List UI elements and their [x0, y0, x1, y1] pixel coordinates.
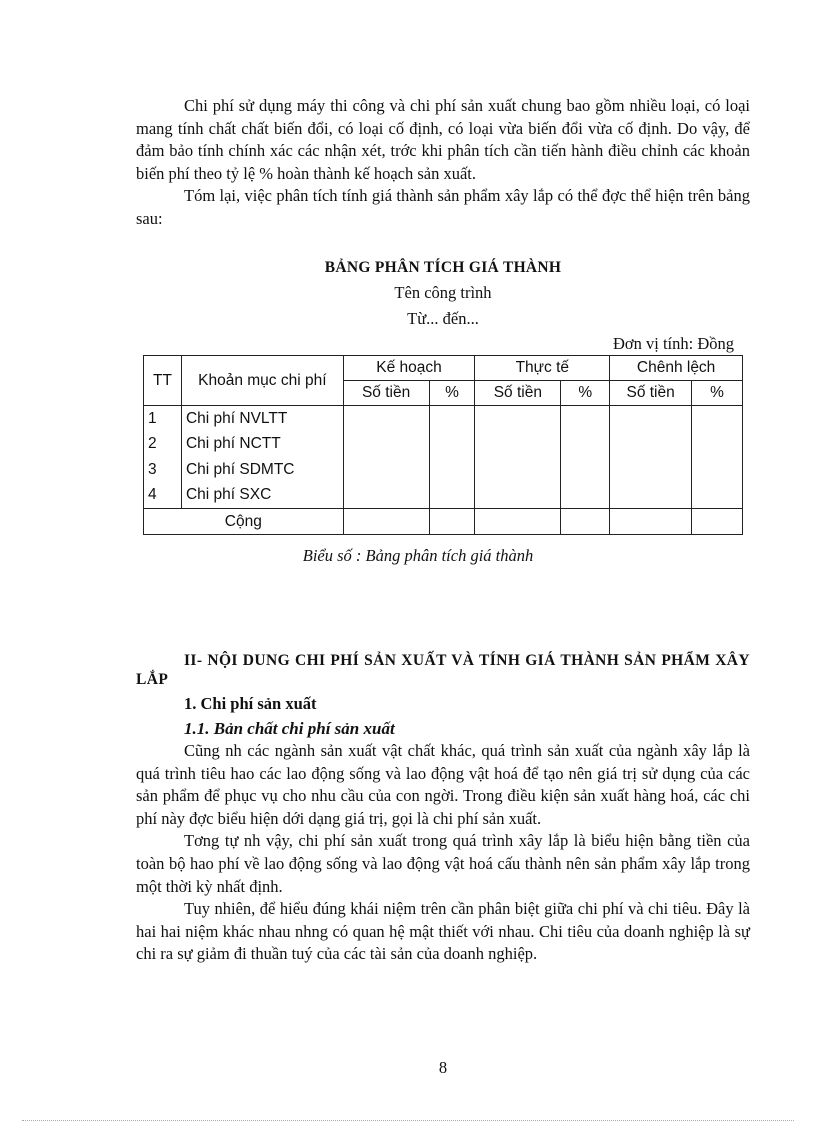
- cell-empty: [561, 432, 610, 458]
- cell-empty: [429, 432, 475, 458]
- row-item: Chi phí NCTT: [181, 432, 343, 458]
- table-subtitle-project: Tên công trình: [394, 283, 492, 302]
- subsection-heading: 1. Chi phí sản xuất: [184, 694, 317, 713]
- header-actual-amount: Số tiền: [475, 381, 561, 406]
- page-bottom-divider: [22, 1120, 794, 1121]
- header-plan-percent: %: [429, 381, 475, 406]
- cell-empty: [429, 483, 475, 509]
- cell-empty: [475, 509, 561, 535]
- row-item: Chi phí NVLTT: [181, 406, 343, 432]
- header-actual-percent: %: [561, 381, 610, 406]
- header-plan-amount: Số tiền: [343, 381, 429, 406]
- table-row: [144, 483, 743, 509]
- cell-empty: [429, 509, 475, 535]
- cell-empty: [429, 457, 475, 483]
- header-difference: Chênh lệch: [610, 356, 743, 381]
- intro-paragraph-2: Tóm lại, việc phân tích tính giá thành sản phẩm xây lắp có thể đợc thể hiện trên bảng sau:: [136, 186, 750, 228]
- cell-empty: [343, 509, 429, 535]
- cell-empty: [429, 406, 475, 432]
- cell-empty: [610, 406, 692, 432]
- cell-empty: [475, 432, 561, 458]
- body-text: [136, 740, 750, 966]
- row-tt: 1: [144, 406, 182, 432]
- table-caption: Biểu số : Bảng phân tích giá thành: [302, 546, 534, 565]
- total-label: Cộng: [144, 509, 344, 535]
- cell-empty: [610, 483, 692, 509]
- body-paragraph-1: Cũng nh các ngành sản xuất vật chất khác, quá trình sản xuất của ngành xây lắp là quá trình tiêu hao các lao động sống và lao động vật hoá để tạo nên giá trị sử dụng của các sản phẩm để phục vụ cho nhu cầu của con ngời. Trong điều kiện sản xuất hàng hoá, các chi phí này đợc biểu hiện dới dạng giá trị, gọi là chi phí sản xuất.: [136, 741, 750, 828]
- cell-empty: [343, 483, 429, 509]
- header-item: Khoản mục chi phí: [181, 356, 343, 406]
- cell-empty: [692, 406, 743, 432]
- header-diff-amount: Số tiền: [610, 381, 692, 406]
- cell-empty: [610, 432, 692, 458]
- cell-empty: [561, 483, 610, 509]
- intro-text: [136, 95, 750, 231]
- row-tt: 2: [144, 432, 182, 458]
- row-tt: 4: [144, 483, 182, 509]
- row-tt: 3: [144, 457, 182, 483]
- row-item: Chi phí SDMTC: [181, 457, 343, 483]
- unit-label: Đơn vị tính: Đồng: [612, 334, 734, 353]
- header-actual: Thực tế: [475, 356, 610, 381]
- intro-paragraph-1: Chi phí sử dụng máy thi công và chi phí sản xuất chung bao gồm nhiều loại, có loại mang tính chất chất biến đổi, có loại cố định, có loại vừa biến đổi vừa cố định. Do vậy, để đảm bảo tính chính xác các nhận xét, trớc khi phân tích cần tiến hành điều chỉnh các khoản biến phí theo tỷ lệ % hoàn thành kế hoạch sản xuất.: [136, 96, 750, 183]
- row-item: Chi phí SXC: [181, 483, 343, 509]
- cell-empty: [692, 509, 743, 535]
- cell-empty: [343, 432, 429, 458]
- cell-empty: [610, 457, 692, 483]
- table-row: [144, 432, 743, 458]
- cell-empty: [561, 509, 610, 535]
- page-number: 8: [438, 1058, 448, 1077]
- header-tt: TT: [144, 356, 182, 406]
- subsubsection-heading: 1.1. Bản chất chi phí sản xuất: [184, 719, 395, 738]
- cost-analysis-table: [143, 355, 743, 535]
- table-total-row: [144, 509, 743, 535]
- table-row: [144, 457, 743, 483]
- cell-empty: [692, 432, 743, 458]
- cell-empty: [561, 457, 610, 483]
- cell-empty: [343, 406, 429, 432]
- cell-empty: [561, 406, 610, 432]
- body-paragraph-3: Tuy nhiên, để hiểu đúng khái niệm trên cần phân biệt giữa chi phí và chi tiêu. Đây là hai hai niệm khác nhau nhng có quan hệ mật thiết với nhau. Chi tiêu của doanh nghiệp là sự chi ra sự giảm đi thuần tuý của các tài sản của doanh nghiệp.: [136, 899, 750, 964]
- header-plan: Kế hoạch: [343, 356, 475, 381]
- table-title: BẢNG PHÂN TÍCH GIÁ THÀNH: [324, 259, 562, 276]
- cell-empty: [692, 457, 743, 483]
- cell-empty: [475, 483, 561, 509]
- section-heading: II- NỘI DUNG CHI PHÍ SẢN XUẤT VÀ TÍNH GIÁ THÀNH SẢN PHẨM XÂY LẮP: [136, 652, 750, 688]
- cell-empty: [475, 406, 561, 432]
- body-paragraph-2: Tơng tự nh vậy, chi phí sản xuất trong quá trình xây lắp là biểu hiện bằng tiền của toàn bộ hao phí về lao động sống và lao động vật hoá cấu thành nên sản phẩm xây lắp trong một thời kỳ nhất định.: [136, 831, 750, 896]
- cell-empty: [610, 509, 692, 535]
- table-subtitle-period: Từ... đến...: [407, 309, 479, 328]
- table-row: [144, 406, 743, 432]
- cell-empty: [343, 457, 429, 483]
- cell-empty: [692, 483, 743, 509]
- header-diff-percent: %: [692, 381, 743, 406]
- cell-empty: [475, 457, 561, 483]
